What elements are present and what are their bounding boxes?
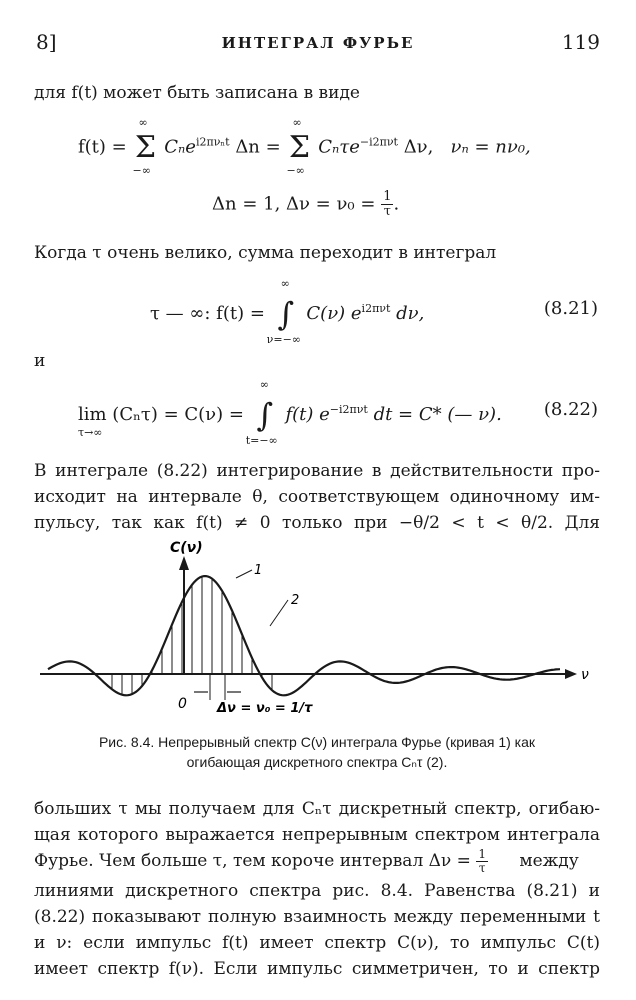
figure-caption-line2: огибающая дискретного спектра Cₙτ (2). bbox=[186, 754, 448, 770]
running-title: ИНТЕГРАЛ ФУРЬЕ bbox=[221, 34, 415, 52]
para2-line3-end: между bbox=[519, 851, 579, 871]
para1-line1: В интеграле (8.22) интегрирование в действительности про- bbox=[34, 461, 600, 481]
eq822-lim-sub: τ→∞ bbox=[78, 426, 103, 439]
inline-frac-den: τ bbox=[478, 861, 486, 875]
discrete-spectrum-lines bbox=[112, 577, 272, 695]
eq822-lim-text: lim (Cₙτ) = C(ν) = bbox=[78, 404, 244, 425]
eq822-end: dt = C* (— ν). bbox=[373, 404, 502, 425]
sum-symbol-1: Σ ∞ −∞ bbox=[132, 116, 157, 177]
equation-8-22 bbox=[78, 378, 502, 447]
leader-1 bbox=[236, 570, 252, 578]
equation-8-21 bbox=[150, 277, 425, 346]
sum-symbol-2: Σ ∞ −∞ bbox=[286, 116, 311, 177]
eq1-dn: Δn = bbox=[235, 136, 281, 158]
intro-text: для f(t) может быть записана в виде bbox=[34, 83, 360, 103]
text-and: и bbox=[34, 351, 46, 371]
delta-label: Δν = ν₀ = 1/τ bbox=[217, 701, 313, 716]
eq821-integrand: C(ν) e bbox=[306, 303, 362, 324]
sum-bottom-1: −∞ bbox=[132, 164, 151, 177]
para2-line3 bbox=[34, 848, 600, 875]
section-number: 8] bbox=[36, 30, 57, 54]
para2-line6: и ν: если импульс f(t) имеет спектр C(ν), то импульс C(t) bbox=[34, 933, 600, 953]
equation-number-8-22: (8.22) bbox=[543, 399, 598, 420]
eq821-lhs: τ — ∞: f(t) = bbox=[150, 303, 265, 324]
para2-line3-text: Фурье. Чем больше τ, тем короче интервал Δν = bbox=[34, 851, 471, 871]
sum-bottom-2: −∞ bbox=[286, 164, 305, 177]
sum-top-1: ∞ bbox=[138, 116, 148, 129]
int-lower-1: ν=−∞ bbox=[266, 333, 301, 346]
fraction-inline bbox=[476, 848, 488, 875]
x-axis-label: ν bbox=[581, 667, 589, 683]
integral-symbol-1: ∫ ∞ ν=−∞ bbox=[266, 277, 301, 346]
para1-line2: исходит на интервале θ, соответствующем одиночному им- bbox=[34, 487, 600, 507]
eq821-exp: i2πνt bbox=[361, 302, 391, 315]
text-when-tau-large: Когда τ очень велико, сумма переходит в интеграл bbox=[34, 243, 497, 263]
x-axis-arrow bbox=[565, 669, 577, 679]
figure-8-4 bbox=[40, 540, 600, 720]
eq1-term1: Cₙe bbox=[164, 136, 196, 158]
equation-sum bbox=[78, 116, 531, 177]
equation-delta: Δn = 1, Δν = ν₀ = $\frac{1}{\tau}$ . bbox=[212, 189, 400, 219]
envelope-curve bbox=[48, 576, 560, 695]
eq1-lhs: f(t) = bbox=[78, 136, 127, 158]
eq822-integrand: f(t) e bbox=[285, 404, 330, 425]
leader-2 bbox=[270, 600, 288, 626]
origin-label: 0 bbox=[178, 696, 187, 712]
inline-frac-num: 1 bbox=[478, 847, 486, 861]
page-number: 119 bbox=[561, 30, 600, 54]
curve-label-2: 2 bbox=[291, 593, 300, 608]
sum-top-2: ∞ bbox=[292, 116, 302, 129]
eq1-exp1: i2πνₙt bbox=[195, 135, 230, 149]
eq822-lim bbox=[78, 404, 244, 439]
eq822-exp: −i2πνt bbox=[329, 403, 368, 416]
eq2-text: Δn = 1, Δν = ν₀ = bbox=[212, 193, 376, 215]
integral-symbol-2: ∫ ∞ t=−∞ bbox=[245, 378, 278, 447]
y-axis-arrow bbox=[179, 556, 189, 570]
frac-num: 1 bbox=[383, 189, 392, 204]
equation-number-8-21: (8.21) bbox=[543, 298, 598, 319]
figure-caption-line1: Рис. 8.4. Непрерывный спектр C(ν) интеграла Фурье (кривая 1) как bbox=[98, 734, 536, 750]
eq1-dnu: Δν, bbox=[403, 136, 434, 158]
eq1-exp2: −i2πνt bbox=[359, 135, 398, 149]
curve-label-1: 1 bbox=[254, 563, 263, 578]
fraction-1-over-tau bbox=[381, 190, 393, 219]
int-lower-2: t=−∞ bbox=[245, 434, 278, 447]
eq821-dnu: dν, bbox=[396, 303, 425, 324]
para2-line7: имеет спектр f(ν). Если импульс симметричен, то и спектр bbox=[34, 959, 600, 979]
frac-den: τ bbox=[383, 204, 391, 219]
eq1-term2: Cₙτe bbox=[318, 136, 360, 158]
eq1-nu-n: νₙ = nν₀, bbox=[450, 136, 531, 158]
int-top-2: ∞ bbox=[259, 378, 269, 391]
para2-line4: линиями дискретного спектра рис. 8.4. Равенства (8.21) и bbox=[34, 881, 600, 901]
para2-line1: больших τ мы получаем для Cₙτ дискретный спектр, огибаю- bbox=[34, 799, 600, 819]
para1-line3: пульсу, так как f(t) ≠ 0 только при −θ/2 < t < θ/2. Для bbox=[34, 513, 600, 533]
para2-line2: щая которого выражается непрерывным спектром интеграла bbox=[34, 825, 600, 845]
int-top-1: ∞ bbox=[280, 277, 290, 290]
y-axis-label: C(ν) bbox=[170, 540, 203, 556]
page-header bbox=[36, 30, 600, 60]
para2-line5: (8.22) показывают полную взаимность между переменными t bbox=[34, 907, 600, 927]
